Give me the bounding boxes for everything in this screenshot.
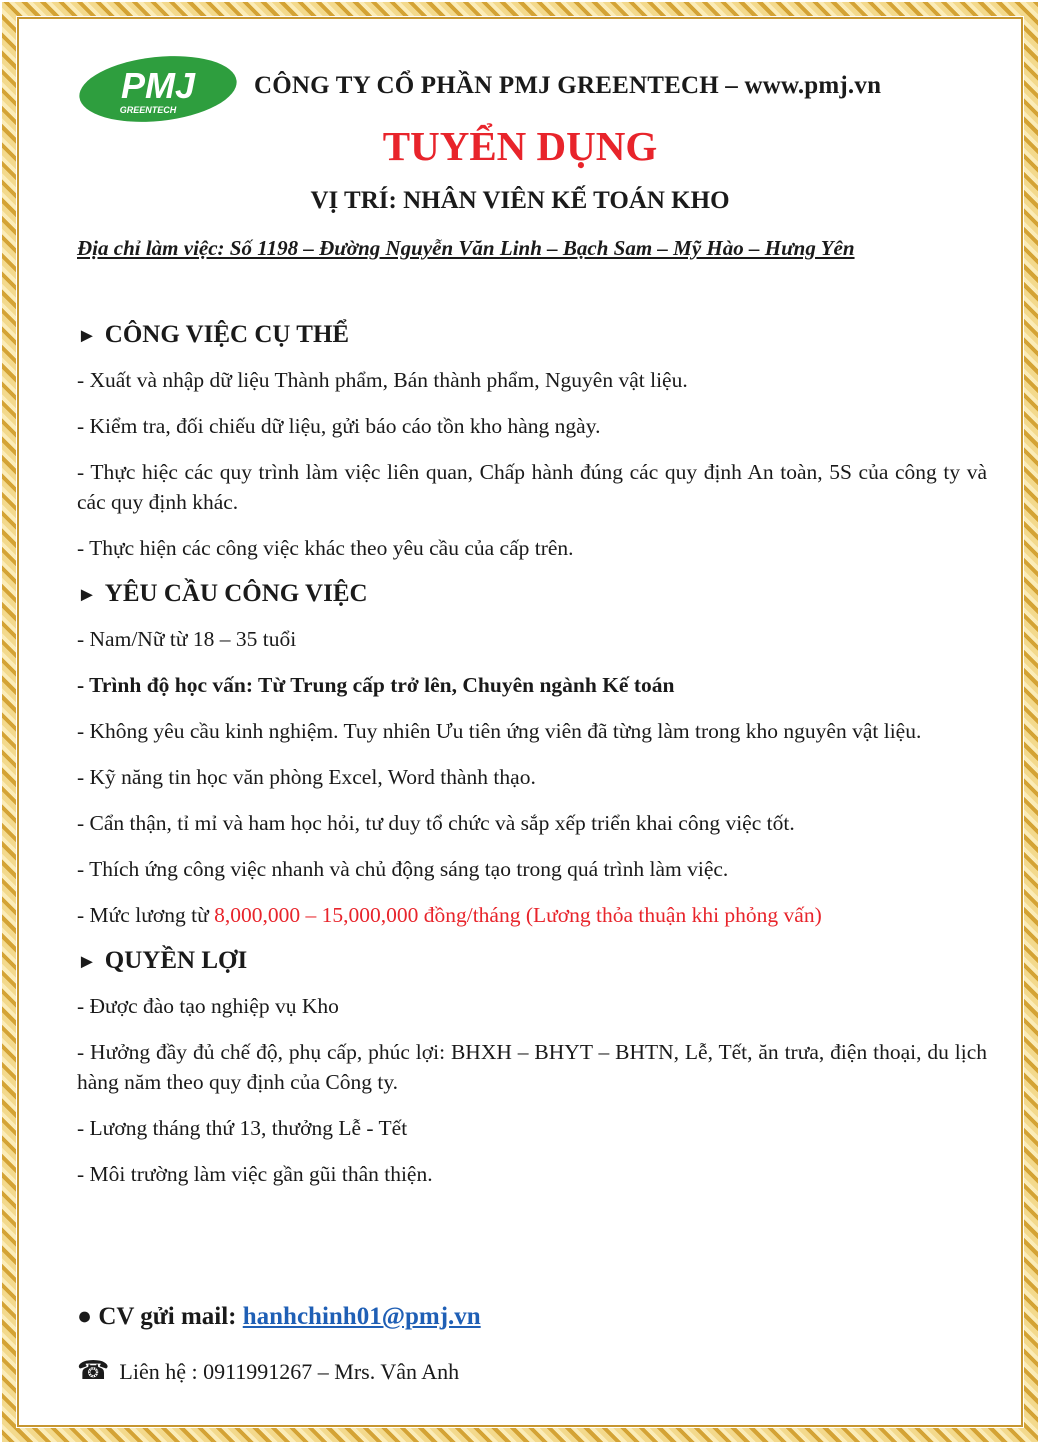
list-item: - Xuất và nhập dữ liệu Thành phẩm, Bán thành phẩm, Nguyên vật liệu. <box>77 368 688 392</box>
company-name: CÔNG TY CỔ PHẦN PMJ GREENTECH – www.pmj.vn <box>254 72 882 99</box>
cv-email-link[interactable]: hanhchinh01@pmj.vn <box>242 1303 481 1330</box>
list-item: - Thực hiện các công việc khác theo yêu cầu của cấp trên. <box>77 536 574 560</box>
list-item: - Kỹ năng tin học văn phòng Excel, Word thành thạo. <box>77 765 536 789</box>
salary-prefix: - Mức lương từ <box>77 903 215 927</box>
list-item: - Hưởng đầy đủ chế độ, phụ cấp, phúc lợi: BHXH – BHYT – BHTN, Lễ, Tết, ăn trưa, điện thoại, du lịch hàng năm theo quy định của Công ty. <box>77 1040 987 1094</box>
section-title: YÊU CẦU CÔNG VIỆC <box>104 580 368 607</box>
list-item: - Thực hiệc các quy trình làm việc liên quan, Chấp hành đúng các quy định An toàn, 5S của công ty và các quy định khác. <box>77 460 987 514</box>
list-item-education: - Trình độ học vấn: Từ Trung cấp trở lên, Chuyên ngành Kế toán <box>77 673 675 697</box>
arrow-right-icon: ► <box>77 584 97 606</box>
list-item: - Lương tháng thứ 13, thưởng Lễ - Tết <box>77 1116 408 1140</box>
list-item: - Được đào tạo nghiệp vụ Kho <box>77 994 339 1018</box>
list-item: - Kiểm tra, đối chiếu dữ liệu, gửi báo cáo tồn kho hàng ngày. <box>77 414 601 438</box>
logo-text: PMJ <box>120 65 196 106</box>
section-benefits-heading <box>77 946 987 977</box>
cv-label: ● CV gửi mail: <box>77 1303 243 1330</box>
list-item: - Không yêu cầu kinh nghiệm. Tuy nhiên Ưu tiên ứng viên đã từng làm trong kho nguyên vật liệu. <box>77 719 922 743</box>
list-item-salary <box>77 900 987 930</box>
section-title: QUYỀN LỢI <box>104 947 248 974</box>
section-requirements-heading <box>77 579 987 610</box>
cv-email-line <box>77 1303 481 1331</box>
company-logo <box>78 52 238 124</box>
contact-text: Liên hệ : 0911991267 – Mrs. Vân Anh <box>119 1359 460 1384</box>
salary-value: 8,000,000 – 15,000,000 đồng/tháng (Lương thỏa thuận khi phỏng vấn) <box>214 903 822 927</box>
logo-subtext: GREENTECH <box>119 105 177 115</box>
list-item: - Nam/Nữ từ 18 – 35 tuổi <box>77 627 297 651</box>
list-item: - Thích ứng công việc nhanh và chủ động sáng tạo trong quá trình làm việc. <box>77 857 729 881</box>
list-item: - Môi trường làm việc gần gũi thân thiện. <box>77 1162 433 1186</box>
telephone-icon: ☎ <box>77 1356 110 1385</box>
section-duties-heading <box>77 320 987 351</box>
page-title: TUYỂN DỤNG <box>382 123 658 169</box>
main-content <box>77 320 987 1205</box>
section-title: CÔNG VIỆC CỤ THỂ <box>104 321 350 348</box>
arrow-right-icon: ► <box>77 951 97 973</box>
contact-line <box>77 1356 459 1386</box>
list-item: - Cẩn thận, tỉ mỉ và ham học hỏi, tư duy tổ chức và sắp xếp triển khai công việc tốt. <box>77 811 795 835</box>
arrow-right-icon: ► <box>77 325 97 347</box>
job-position: VỊ TRÍ: NHÂN VIÊN KẾ TOÁN KHO <box>310 187 730 214</box>
work-address: Địa chỉ làm việc: Số 1198 – Đường Nguyễn Văn Linh – Bạch Sam – Mỹ Hào – Hưng Yên <box>77 236 855 260</box>
